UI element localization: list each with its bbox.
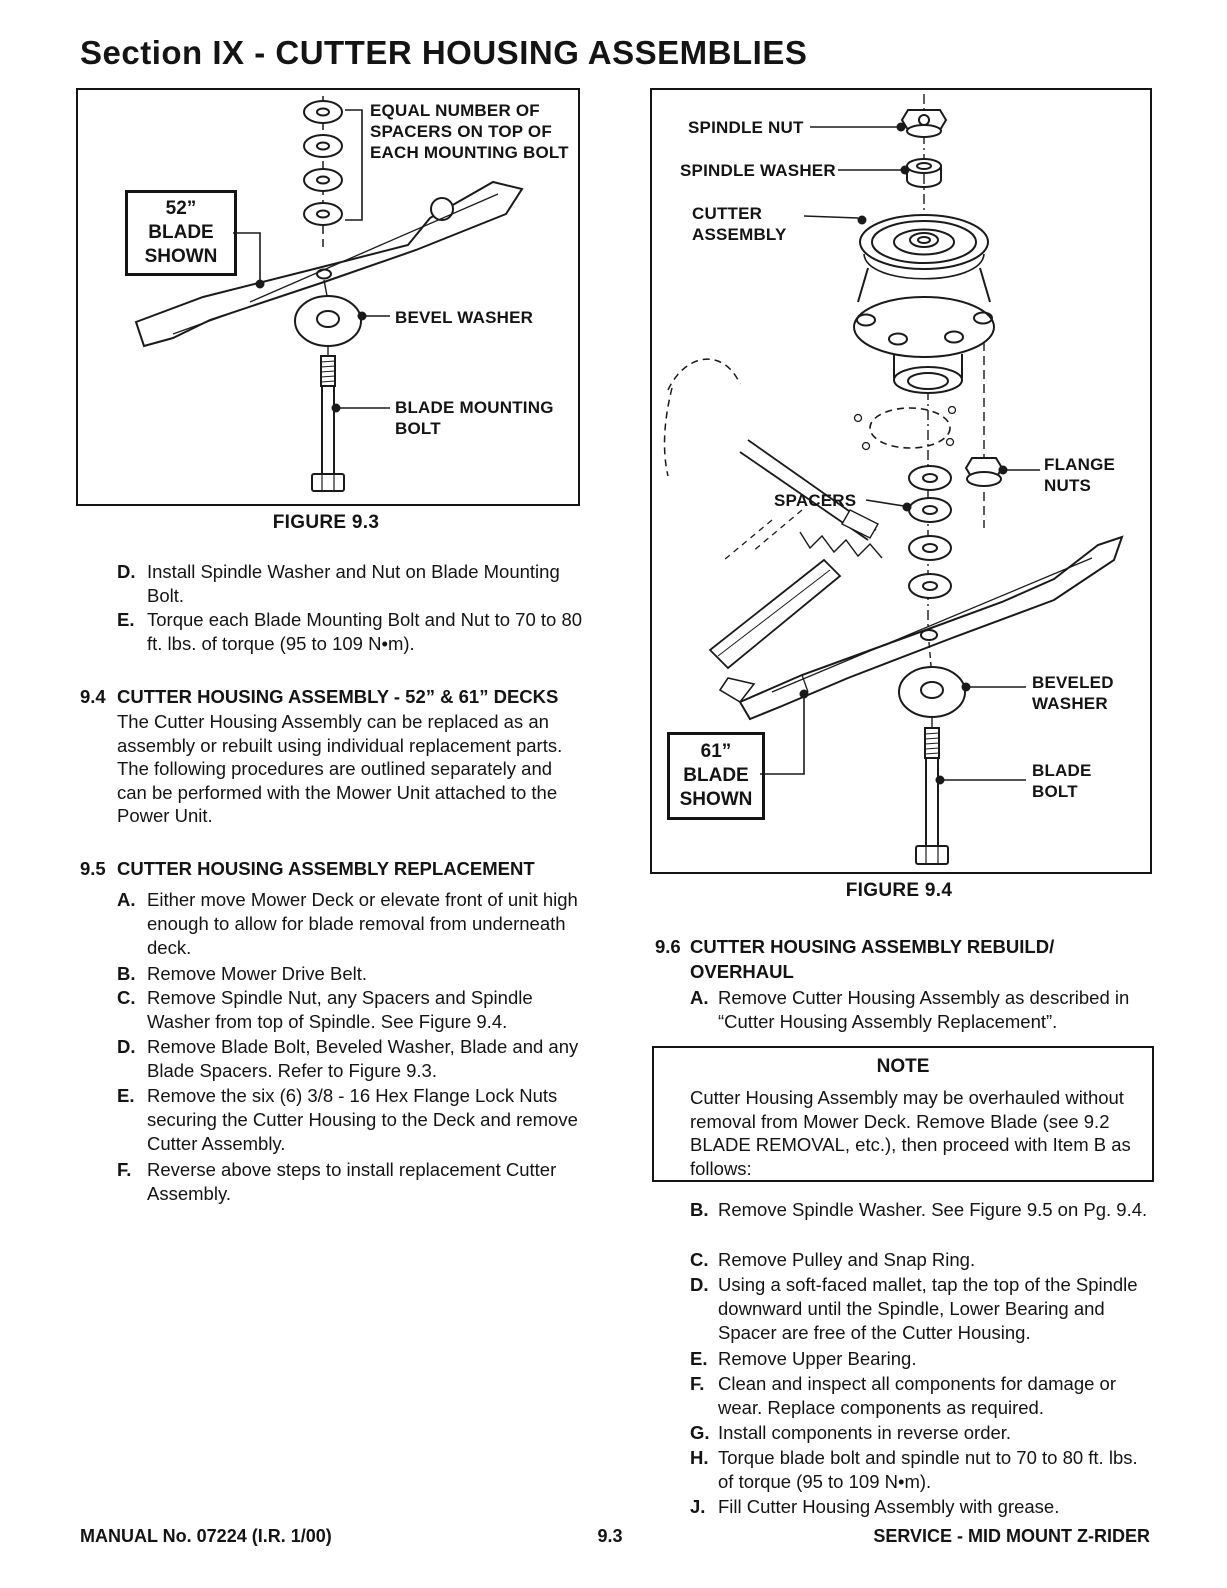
label-blade-mounting-bolt: BLADE MOUNTING BOLT xyxy=(395,398,554,438)
list-item: G. Install components in reverse order. xyxy=(690,1422,1012,1443)
list-item: C. Remove Spindle Nut, any Spacers and Spindle Washer from top of Spindle. See Figure 9.4. xyxy=(117,987,533,1033)
label-flange-nuts: FLANGE NUTS xyxy=(1044,455,1116,495)
label-cutter-assembly: CUTTER ASSEMBLY xyxy=(692,204,787,244)
list-item: D. Remove Blade Bolt, Beveled Washer, Blade and any Blade Spacers. Refer to Figure 9.3. xyxy=(117,1036,579,1082)
section-9-4-heading: 9.4 CUTTER HOUSING ASSEMBLY - 52” & 61” DECKS xyxy=(80,686,559,707)
beveled-washer-drawing xyxy=(899,667,965,717)
note-title: NOTE xyxy=(876,1056,930,1077)
section-9-4-body: The Cutter Housing Assembly can be replaced as an assembly or rebuilt using individual replacement parts. The following procedures are outlined separately and can be performed with the Mower Unit attached to the Power Unit. xyxy=(117,711,563,827)
page-title: Section IX - CUTTER HOUSING ASSEMBLIES xyxy=(80,34,808,71)
label-equal-spacers: EQUAL NUMBER OF SPACERS ON TOP OF EACH MOUNTING BOLT xyxy=(370,101,569,162)
footer-manual-number: MANUAL No. 07224 (I.R. 1/00) xyxy=(80,1526,332,1546)
blade-mounting-bolt-drawing xyxy=(312,356,344,491)
note-body: Cutter Housing Assembly may be overhauled without removal from Mower Deck. Remove Blade (see 9.2 BLADE REMOVAL, etc.), then proceed with Item B as follows: xyxy=(690,1087,1131,1179)
label-spindle-washer: SPINDLE WASHER xyxy=(680,161,836,180)
label-spacers: SPACERS xyxy=(774,491,857,510)
bevel-washer-drawing xyxy=(295,296,361,346)
deck-sketch xyxy=(665,359,882,668)
label-52-blade-box: 52” BLADE SHOWN xyxy=(125,190,237,276)
section-9-5-heading: 9.5 CUTTER HOUSING ASSEMBLY REPLACEMENT xyxy=(80,858,535,879)
section-9-6-heading: 9.6 CUTTER HOUSING ASSEMBLY REBUILD/ OVERHAUL xyxy=(655,936,1055,982)
gasket-drawing xyxy=(855,407,956,450)
list-item: D. Install Spindle Washer and Nut on Blade Mounting Bolt. xyxy=(117,561,560,607)
footer-service-title: SERVICE - MID MOUNT Z-RIDER xyxy=(873,1526,1150,1546)
flange-nut-drawing xyxy=(966,458,1002,486)
list-item: A. Remove Cutter Housing Assembly as described in “Cutter Housing Assembly Replacement”. xyxy=(690,987,1130,1033)
list-item: A. Either move Mower Deck or elevate front of unit high enough to allow for blade removal from underneath deck. xyxy=(117,889,578,959)
figure-9-3-caption: FIGURE 9.3 xyxy=(272,512,380,533)
list-item: J. Fill Cutter Housing Assembly with grease. xyxy=(690,1496,1060,1517)
list-item: E. Remove Upper Bearing. xyxy=(690,1348,917,1369)
label-blade-bolt: BLADE BOLT xyxy=(1032,761,1092,801)
list-item: F. Reverse above steps to install replacement Cutter Assembly. xyxy=(117,1159,557,1205)
figure-9-3 xyxy=(76,88,580,506)
blade-bolt-drawing xyxy=(916,728,948,864)
footer-page-number: 9.3 xyxy=(597,1526,623,1546)
list-item: E. Remove the six (6) 3/8 - 16 Hex Flange Lock Nuts securing the Cutter Housing to the Deck and remove Cutter Assembly. xyxy=(117,1085,578,1155)
list-item: D. Using a soft-faced mallet, tap the top of the Spindle downward until the Spindle, Lower Bearing and Spacer are free of the Cutter Housing. xyxy=(690,1274,1138,1344)
figure-9-4-caption: FIGURE 9.4 xyxy=(845,880,953,901)
spindle-nut-drawing xyxy=(902,110,946,137)
list-item: E. Torque each Blade Mounting Bolt and Nut to 70 to 80 ft. lbs. of torque (95 to 109 N•m). xyxy=(117,609,583,655)
label-bevel-washer: BEVEL WASHER xyxy=(395,308,534,327)
cutter-assembly-drawing xyxy=(854,215,994,393)
label-spindle-nut: SPINDLE NUT xyxy=(688,118,804,137)
list-item: F. Clean and inspect all components for damage or wear. Replace components as required. xyxy=(690,1373,1116,1419)
list-item: H. Torque blade bolt and spindle nut to 70 to 80 ft. lbs. of torque (95 to 109 N•m). xyxy=(690,1447,1138,1493)
note-box xyxy=(652,1046,1154,1182)
list-item: B. Remove Spindle Washer. See Figure 9.5 on Pg. 9.4. xyxy=(690,1199,1148,1220)
list-item: B. Remove Mower Drive Belt. xyxy=(117,963,368,984)
label-beveled-washer: BEVELED WASHER xyxy=(1032,673,1114,713)
spacer-stack-drawing xyxy=(909,466,951,598)
label-61-blade-box: 61” BLADE SHOWN xyxy=(667,732,765,820)
list-item: C. Remove Pulley and Snap Ring. xyxy=(690,1249,976,1270)
figure-9-4 xyxy=(650,88,1152,874)
